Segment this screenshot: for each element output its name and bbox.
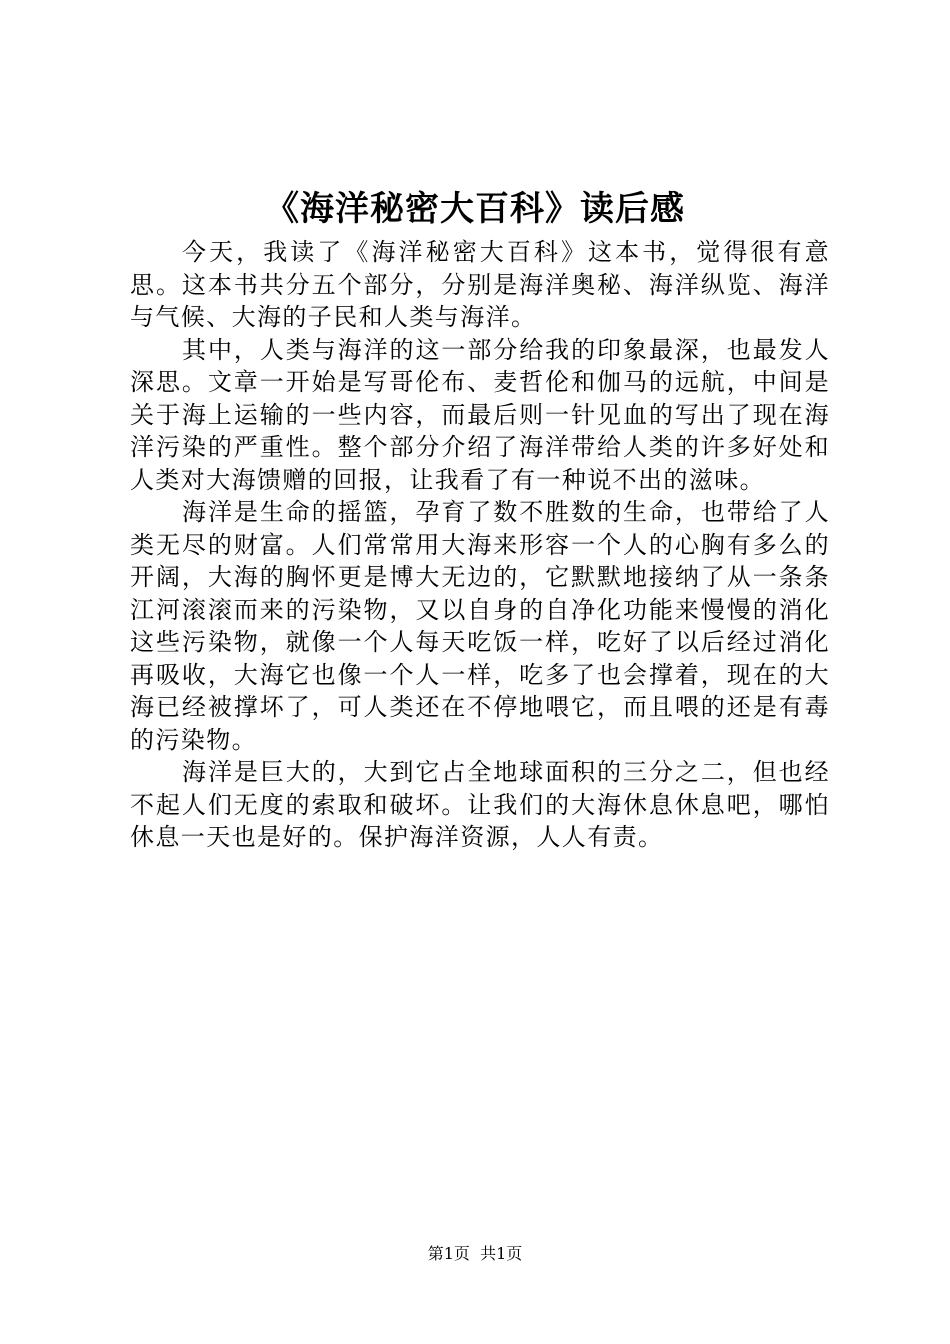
page-number-footer: 第1页 共1页 (427, 1244, 523, 1263)
document-body (130, 236, 830, 854)
paragraph-3: 海洋是生命的摇篮，孕育了数不胜数的生命，也带给了人类无尽的财富。人们常常用大海来形容一个人的心胸有多么的开阔，大海的胸怀更是博大无边的，它默默地接纳了从一条条江河滚滚而来的污染物，又以自身的自净化功能来慢慢的消化这些污染物，就像一个人每天吃饭一样，吃好了以后经过消化再吸收，大海它也像一个人一样，吃多了也会撑着，现在的大海已经被撑坏了，可人类还在不停地喂它，而且喂的还是有毒的污染物。 (130, 498, 830, 754)
paragraph-1: 今天，我读了《海洋秘密大百科》这本书，觉得很有意思。这本书共分五个部分，分别是海洋奥秘、海洋纵览、海洋与气候、大海的子民和人类与海洋。 (130, 238, 830, 331)
paragraph-4: 海洋是巨大的，大到它占全地球面积的三分之二，但也经不起人们无度的索取和破坏。让我们的大海休息休息吧，哪怕休息一天也是好的。保护海洋资源，人人有责。 (130, 758, 830, 851)
paragraph-2: 其中，人类与海洋的这一部分给我的印象最深，也最发人深思。文章一开始是写哥伦布、麦哲伦和伽马的远航，中间是关于海上运输的一些内容，而最后则一针见血的写出了现在海洋污染的严重性。整个部分介绍了海洋带给人类的许多好处和人类对大海馈赠的回报，让我看了有一种说不出的滋味。 (130, 335, 830, 494)
document-title: 《海洋秘密大百科》读后感 (265, 189, 685, 229)
